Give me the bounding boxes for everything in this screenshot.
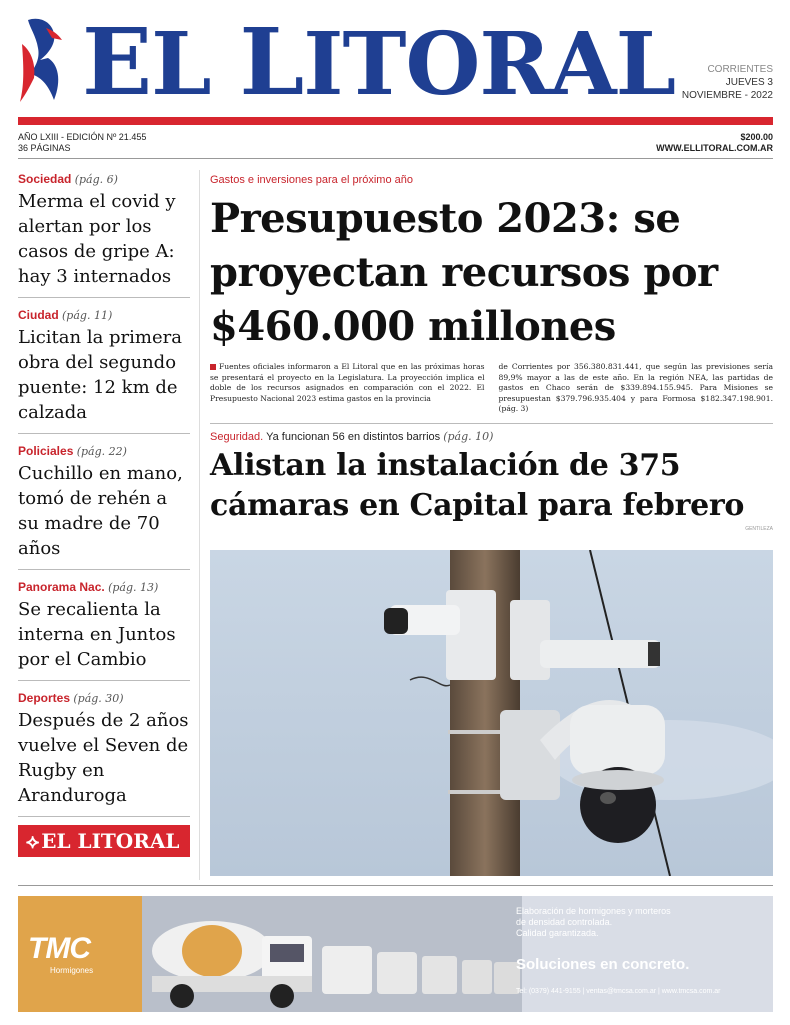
page-ref: (pág. 10) bbox=[443, 429, 494, 443]
divider bbox=[210, 423, 773, 424]
section-name: Panorama Nac. bbox=[18, 580, 105, 594]
section-name: Policiales bbox=[18, 444, 74, 458]
ad-slogan: Soluciones en concreto. bbox=[516, 956, 690, 973]
divider bbox=[18, 158, 773, 159]
page-ref: (pág. 11) bbox=[62, 309, 113, 322]
masthead-word: L bbox=[151, 14, 240, 115]
masthead-red-rule bbox=[18, 117, 773, 125]
tmc-advertisement[interactable] bbox=[18, 896, 773, 1012]
edition-city: CORRIENTES bbox=[707, 64, 773, 75]
kicker-text: Ya funcionan 56 en distintos barrios bbox=[266, 430, 441, 443]
lead-headline[interactable]: Presupuesto 2023: se proyectan recursos por $460.000 millones bbox=[210, 195, 718, 350]
edition-number: AÑO LXIII - EDICIÓN Nº 21.455 bbox=[18, 132, 147, 142]
second-headline[interactable]: Alistan la instalación de 375 cámaras en Capital para febrero bbox=[210, 447, 745, 523]
brief-headline: Cuchillo en mano, tomó de rehén a su madre de 70 años bbox=[18, 463, 183, 559]
masthead-letter: E bbox=[82, 8, 152, 116]
lead-body bbox=[210, 362, 773, 415]
masthead-word: ITORAL bbox=[303, 14, 676, 115]
main-column bbox=[210, 172, 773, 534]
section-name: Deportes bbox=[18, 691, 71, 705]
edition-month-year: NOVIEMBRE - 2022 bbox=[681, 90, 773, 101]
ad-contact: Tel: (0379) 441-9155 | ventas@tmcsa.com.ar | www.tmcsa.com.ar bbox=[516, 988, 721, 995]
bullet-square-icon bbox=[210, 364, 216, 370]
brief-section bbox=[18, 689, 190, 708]
ad-brand-sub: Hormigones bbox=[50, 966, 94, 975]
edition-weekday: JUEVES 3 bbox=[725, 77, 773, 88]
divider bbox=[18, 885, 773, 886]
brief-item[interactable] bbox=[18, 689, 190, 817]
website-link[interactable]: WWW.ELLITORAL.COM.AR bbox=[656, 143, 773, 153]
brief-section bbox=[18, 578, 190, 597]
footer-logo bbox=[18, 825, 190, 857]
brief-headline: Licitan la primera obra del segundo puente: 12 km de calzada bbox=[18, 327, 182, 423]
lead-body-left bbox=[210, 362, 485, 415]
second-kicker bbox=[210, 428, 773, 446]
brief-headline: Después de 2 años vuelve el Seven de Rugby en Aranduroga bbox=[18, 710, 189, 806]
ad-copy-line: de densidad controlada. bbox=[516, 917, 613, 927]
ad-brand-panel bbox=[18, 896, 142, 1012]
brief-headline: Merma el covid y alertan por los casos de gripe A: hay 3 internados bbox=[18, 191, 176, 287]
bird-mark-icon: ⟡ bbox=[26, 829, 40, 853]
bird-logo-icon bbox=[18, 14, 74, 106]
edition-info bbox=[18, 132, 146, 154]
section-name: Sociedad bbox=[18, 172, 72, 186]
newspaper-masthead[interactable] bbox=[82, 8, 676, 116]
lead-kicker: Gastos e inversiones para el próximo año bbox=[210, 174, 413, 186]
brief-headline: Se recalienta la interna en Juntos por el Cambio bbox=[18, 599, 176, 670]
ad-brand-logo: TMC bbox=[28, 932, 90, 965]
page-ref: (pág. 30) bbox=[73, 692, 124, 705]
lead-body-right: de Corrientes por 356.380.831.441, que según las previsiones sería 89,9% mayor a las de este año. En la región NEA, las partidas de gastos en Chaco serán de $339.894.155.945. Para Misiones se presupuestan $379.796.935.404 y para Formosa $182.347.198.901. (pág. 3) bbox=[498, 362, 773, 413]
page-ref: (pág. 13) bbox=[108, 581, 159, 594]
page-ref: (pág. 6) bbox=[74, 173, 118, 186]
edition-date bbox=[682, 63, 773, 102]
brief-section bbox=[18, 170, 190, 189]
brief-item[interactable] bbox=[18, 170, 190, 298]
brief-item[interactable] bbox=[18, 578, 190, 681]
photo-credit: GENTILEZA bbox=[745, 525, 773, 532]
column-divider bbox=[199, 170, 200, 880]
ad-copy-line: Elaboración de hormigones y morteros bbox=[516, 906, 671, 916]
masthead-letter: L bbox=[239, 8, 304, 116]
ad-copy bbox=[516, 906, 671, 939]
brief-item[interactable] bbox=[18, 442, 190, 570]
brief-section bbox=[18, 442, 190, 461]
page-count: 36 PÁGINAS bbox=[18, 143, 71, 153]
lead-text: Fuentes oficiales informaron a El Litoral que en las próximas horas se presentará el proyecto en la Legislatura. La proyección implica el doble de los recursos asignados en comparación con el 2022. El Presupuesto Nacional 2023 estima gastos en la provincia bbox=[210, 362, 485, 403]
page-ref: (pág. 22) bbox=[76, 445, 127, 458]
concrete-trucks-image bbox=[142, 896, 522, 1012]
sidebar-briefs bbox=[18, 170, 190, 857]
ad-copy-line: Calidad garantizada. bbox=[516, 928, 599, 938]
price-and-web bbox=[656, 132, 773, 154]
security-cameras-photo[interactable] bbox=[210, 550, 773, 876]
brief-item[interactable] bbox=[18, 306, 190, 434]
section-name: Ciudad bbox=[18, 308, 59, 322]
footer-logo-text: EL LITORAL bbox=[41, 829, 180, 853]
section-name: Seguridad. bbox=[210, 430, 264, 443]
brief-section bbox=[18, 306, 190, 325]
price: $200.00 bbox=[740, 132, 773, 142]
